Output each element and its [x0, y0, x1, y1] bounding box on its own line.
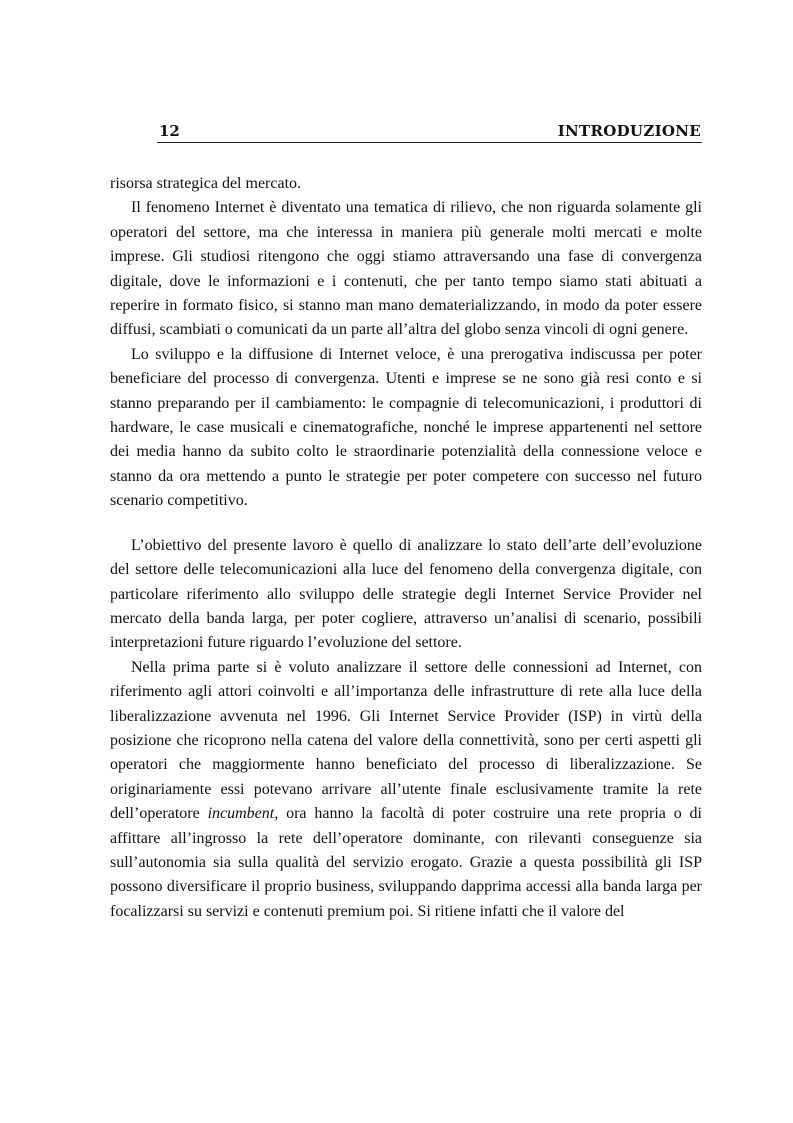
paragraph-first-part-text-b: , ora hanno la facoltà di poter costruire una rete propria o di affittare all’ingrosso la rete dell’operatore dominante, con rilevanti conseguenze sia sull’autonomia sia sulla qualità del servizio erogato. Grazie a questa possibilità gli ISP possono diversificare il proprio business, sviluppando dapprima accessi alla banda larga per focalizzarsi su servizi e contenuti premium poi. Si ritiene infatti che il valore del	[110, 805, 702, 920]
body-text	[110, 172, 702, 924]
italic-term-incumbent: incumbent	[207, 805, 275, 823]
chapter-title: INTRODUZIONE	[557, 122, 701, 140]
paragraph-broadband-development: Lo sviluppo e la diffusione di Internet veloce, è una prerogativa indiscussa per poter beneficiare del processo di convergenza. Utenti e imprese se ne sono già resi conto e si stanno preparando per il cambiamento: le compagnie di telecomunicazioni, i produttori di hardware, le case musicali e cinematografiche, nonché le imprese appartenenti nel settore dei media hanno da subito colto le straordinarie potenzialità della connessione veloce e stanno da ora mettendo a punto le strategie per poter competere con successo nel futuro scenario competitivo.	[110, 345, 702, 510]
paragraph-internet-phenomenon: Il fenomeno Internet è diventato una tematica di rilievo, che non riguarda solamente gli operatori del settore, ma che interessa in maniera più generale molti mercati e molte imprese. Gli studiosi ritengono che oggi stiamo attraversando una fase di convergenza digitale, dove le informazioni e i contenuti, che per tanto tempo siamo stati abituati a reperire in formato fisico, si stanno man mano dematerializzando, in modo da poter essere diffusi, scambiati o comunicati da un parte all’altra del globo senza vincoli di ogni genere.	[110, 199, 702, 339]
paragraph-first-part-text-a: Nella prima parte si è voluto analizzare il settore delle connessioni ad Internet, con riferimento agli attori coinvolti e all’importanza delle infrastrutture di rete alla luce della liberalizzazione avvenuta nel 1996. Gli Internet Service Provider (ISP) in virtù della posizione che ricoprono nella catena del valore della connettività, sono per certi aspetti gli operatori che maggiormente hanno beneficiato del processo di liberalizzazione. Se originariamente essi potevano arrivare all’utente finale esclusivamente tramite la rete dell’operatore	[110, 658, 702, 823]
running-header	[157, 120, 702, 143]
paragraph-work-objective: L’obiettivo del presente lavoro è quello di analizzare lo stato dell’arte dell’evoluzione del settore delle telecomunicazioni alla luce del fenomeno della convergenza digitale, con particolare riferimento allo sviluppo delle strategie degli Internet Service Provider nel mercato della banda larga, per poter cogliere, attraverso un’analisi di scenario, possibili interpretazioni future riguardo l’evoluzione del settore.	[110, 536, 702, 652]
page-number: 12	[159, 122, 180, 140]
paragraph-first-part	[110, 656, 702, 924]
paragraph-continuation: risorsa strategica del mercato.	[110, 175, 302, 192]
